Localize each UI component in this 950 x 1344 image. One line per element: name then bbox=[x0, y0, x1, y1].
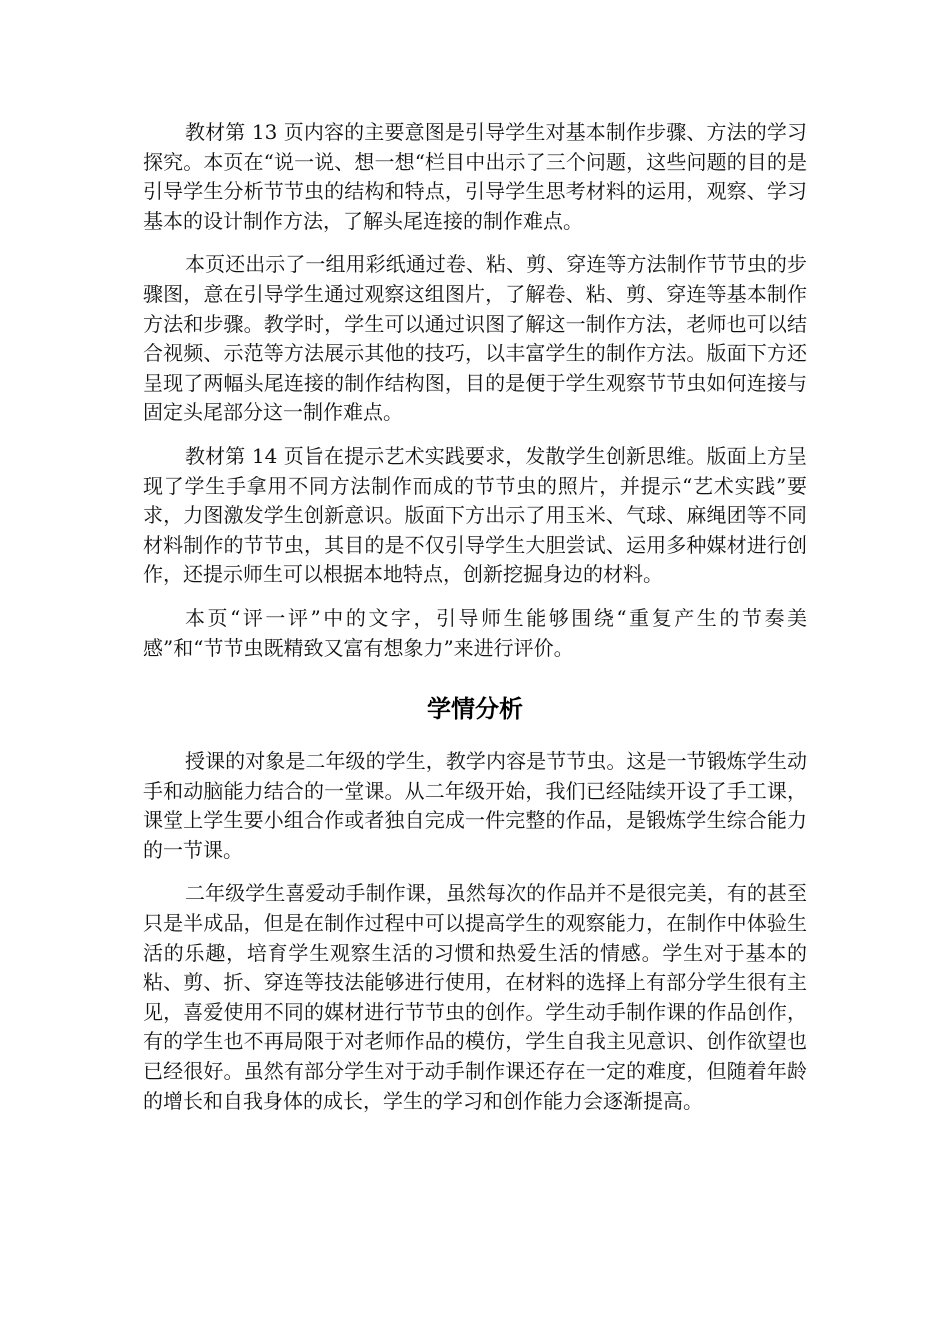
paragraph-evaluation: 本页“评一评”中的文字，引导师生能够围绕“重复产生的节奏美感”和“节节虫既精致又富有想象力”来进行评价。 bbox=[143, 605, 807, 660]
paragraph-textbook-p14: 教材第 14 页旨在提示艺术实践要求，发散学生创新思维。版面上方呈现了学生手拿用不同方法制作而成的节节虫的照片，并提示“艺术实践”要求，力图激发学生创新意识。版面下方出示了用玉米、气球、麻绳团等不同材料制作的节节虫，其目的是不仅引导学生大胆尝试、运用多种媒材进行创作，还提示师生可以根据本地特点，创新挖掘身边的材料。 bbox=[143, 443, 807, 587]
paragraph-textbook-p13: 教材第 13 页内容的主要意图是引导学生对基本制作步骤、方法的学习探究。本页在“说一说、想一想“栏目中出示了三个问题，这些问题的目的是引导学生分析节节虫的结构和特点，引导学生思考材料的运用，观察、学习基本的设计制作方法，了解头尾连接的制作难点。 bbox=[143, 120, 807, 233]
document-page bbox=[143, 118, 807, 1130]
section-heading: 学情分析 bbox=[427, 695, 523, 724]
paragraph-learner-overview: 授课的对象是二年级的学生，教学内容是节节虫。这是一节锻炼学生动手和动脑能力结合的一堂课。从二年级开始，我们已经陆续开设了手工课，课堂上学生要小组合作或者独自完成一件完整的作品，是锻炼学生综合能力的一节课。 bbox=[143, 749, 807, 862]
paragraph-learner-characteristics: 二年级学生喜爱动手制作课，虽然每次的作品并不是很完美，有的甚至只是半成品，但是在制作过程中可以提高学生的观察能力，在制作中体验生活的乐趣，培育学生观察生活的习惯和热爱生活的情感。学生对于基本的粘、剪、折、穿连等技法能够进行使用，在材料的选择上有部分学生很有主见，喜爱使用不同的媒材进行节节虫的创作。学生动手制作课的作品创作，有的学生也不再局限于对老师作品的模仿，学生自我主见意识、创作欲望也已经很好。虽然有部分学生对于动手制作课还存在一定的难度，但随着年龄的增长和自我身体的成长，学生的学习和创作能力会逐渐提高。 bbox=[143, 881, 807, 1113]
paragraph-step-diagrams: 本页还出示了一组用彩纸通过卷、粘、剪、穿连等方法制作节节虫的步骤图，意在引导学生通过观察这组图片，了解卷、粘、剪、穿连等基本制作方法和步骤。教学时，学生可以通过识图了解这一制作方法，老师也可以结合视频、示范等方法展示其他的技巧，以丰富学生的制作方法。版面下方还呈现了两幅头尾连接的制作结构图，目的是便于学生观察节节虫如何连接与固定头尾部分这一制作难点。 bbox=[143, 252, 807, 425]
